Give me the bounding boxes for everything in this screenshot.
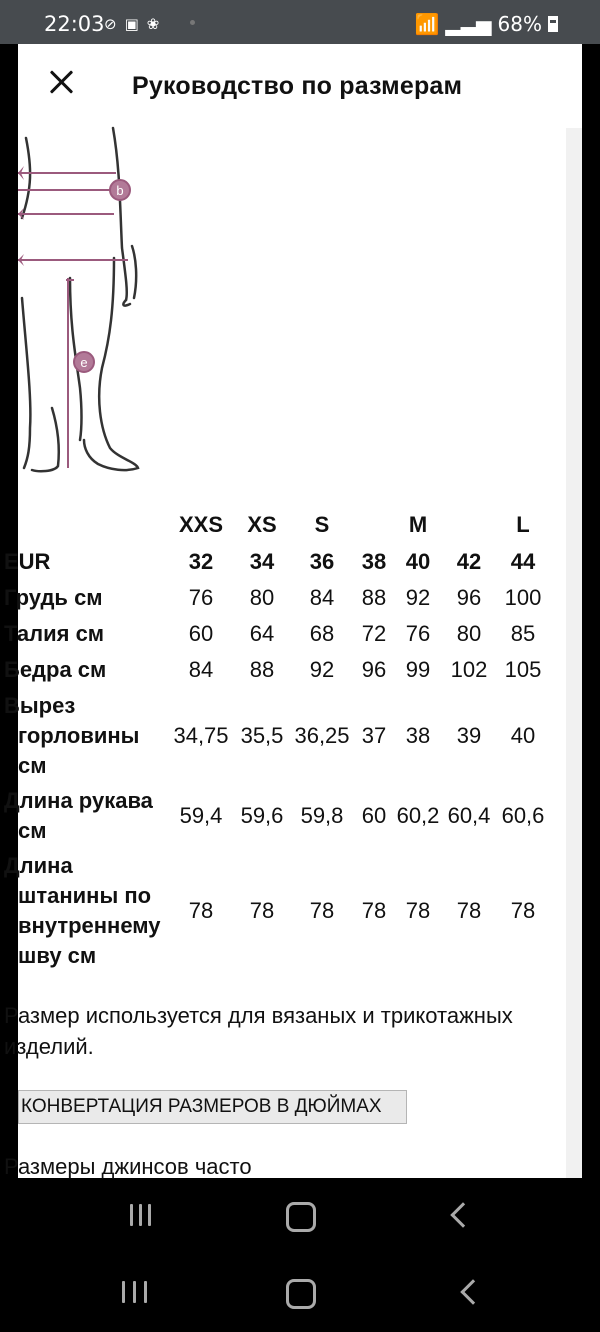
size-label-l: L [516, 511, 530, 537]
cell: 76 [188, 585, 214, 610]
table-row-waist [18, 616, 550, 652]
row-label: Вырез горловины см [4, 693, 140, 778]
recents-icon[interactable] [122, 1200, 162, 1232]
size-label-blank-2 [442, 506, 496, 543]
cell: 96 [456, 585, 482, 610]
knitwear-note: Размер используется для вязаных и трикотажных изделий. [4, 1003, 513, 1059]
size-table [4, 506, 550, 974]
header-empty-cell [18, 506, 168, 543]
marker-e-label: e [80, 355, 88, 370]
navigation-bar-secondary [0, 1255, 600, 1332]
cell: 92 [405, 585, 431, 610]
app-header [18, 44, 582, 128]
cell: 78 [510, 898, 536, 923]
more-notifications-dot [190, 20, 195, 25]
cell: 38 [361, 548, 387, 574]
link-icon: ⊘ [104, 15, 117, 33]
row-label: Грудь см [4, 585, 103, 610]
cell: 35,5 [240, 723, 284, 748]
battery-icon [548, 16, 558, 32]
cell: 102 [450, 657, 488, 682]
cell: 60,4 [447, 803, 491, 828]
size-label-s: S [314, 511, 330, 537]
cell: 105 [504, 657, 542, 682]
status-time: 22:03 [44, 12, 105, 36]
cell: 39 [456, 723, 482, 748]
cell: 78 [405, 898, 431, 923]
table-row-hips [18, 652, 550, 688]
table-row-neck [18, 688, 550, 784]
cell: 42 [456, 548, 482, 574]
cell: 68 [309, 621, 335, 646]
cell: 60 [361, 803, 387, 828]
cell: 100 [504, 585, 542, 610]
cat-icon: ❀ [146, 15, 160, 33]
table-row-inseam [18, 848, 550, 974]
cell: 34 [249, 548, 275, 574]
cell: 32 [188, 548, 214, 574]
table-row-sleeve [18, 784, 550, 848]
wifi-icon: 📶 [414, 12, 440, 36]
cell: 44 [510, 548, 536, 574]
cell: 99 [405, 657, 431, 682]
size-label-blank-1 [354, 506, 394, 543]
cell: 59,4 [179, 803, 223, 828]
cell: 76 [405, 621, 431, 646]
cell: 80 [249, 585, 275, 610]
cell: 59,6 [240, 803, 284, 828]
cell: 38 [405, 723, 431, 748]
home-icon[interactable] [286, 1200, 326, 1232]
size-guide-screen [4, 44, 582, 1179]
cell: 88 [249, 657, 275, 682]
row-label: Длина рукава см [4, 788, 153, 843]
convert-to-inches-button[interactable]: КОНВЕРТАЦИЯ РАЗМЕРОВ В ДЮЙМАХ [18, 1090, 407, 1124]
cell: 78 [249, 898, 275, 923]
table-row-chest [18, 580, 550, 616]
cell: 64 [249, 621, 275, 646]
cell: 40 [405, 548, 431, 574]
row-label: EUR [4, 548, 51, 574]
size-label-xxs: XXS [178, 511, 224, 537]
cell: 80 [456, 621, 482, 646]
cell: 78 [361, 898, 387, 923]
cell: 84 [188, 657, 214, 682]
recents-icon[interactable] [122, 1277, 162, 1309]
cell: 88 [361, 585, 387, 610]
cell: 84 [309, 585, 335, 610]
cell: 78 [188, 898, 214, 923]
cell: 78 [309, 898, 335, 923]
close-icon[interactable] [46, 66, 78, 98]
image-icon: ▣ [124, 15, 139, 33]
back-icon[interactable] [458, 1277, 498, 1309]
cell: 78 [456, 898, 482, 923]
size-label-m: M [408, 511, 428, 537]
battery-percent: 68% [497, 12, 542, 36]
cell: 92 [309, 657, 335, 682]
cell: 59,8 [300, 803, 344, 828]
row-label: Талия см [4, 621, 105, 646]
row-label: Длина штанины по внутреннему шву см [4, 853, 161, 968]
cell: 96 [361, 657, 387, 682]
size-header-row [18, 506, 550, 543]
cell: 60,2 [396, 803, 440, 828]
cell: 36 [309, 548, 335, 574]
cell: 34,75 [173, 723, 229, 748]
cell: 72 [361, 621, 387, 646]
cell: 85 [510, 621, 536, 646]
row-label: Бедра см [4, 657, 107, 682]
notification-icons [104, 15, 159, 33]
body-measurement-illustration [18, 128, 178, 488]
size-guide-content[interactable] [4, 128, 566, 1179]
cell: 36,25 [294, 723, 350, 748]
cell: 60 [188, 621, 214, 646]
cell: 37 [361, 723, 387, 748]
status-right [414, 12, 558, 36]
jeans-size-text: Размеры джинсов часто [4, 1154, 252, 1179]
cell: 60,6 [501, 803, 545, 828]
cell: 40 [510, 723, 536, 748]
table-row-eur [18, 543, 550, 580]
signal-icon: ▂▃▅ [445, 12, 492, 36]
home-icon[interactable] [286, 1277, 326, 1309]
navigation-bar [0, 1178, 600, 1255]
size-label-xs: XS [247, 511, 277, 537]
marker-b-label: b [116, 183, 124, 198]
page-title: Руководство по размерам [132, 72, 463, 100]
status-bar [0, 0, 600, 44]
back-icon[interactable] [448, 1200, 488, 1232]
